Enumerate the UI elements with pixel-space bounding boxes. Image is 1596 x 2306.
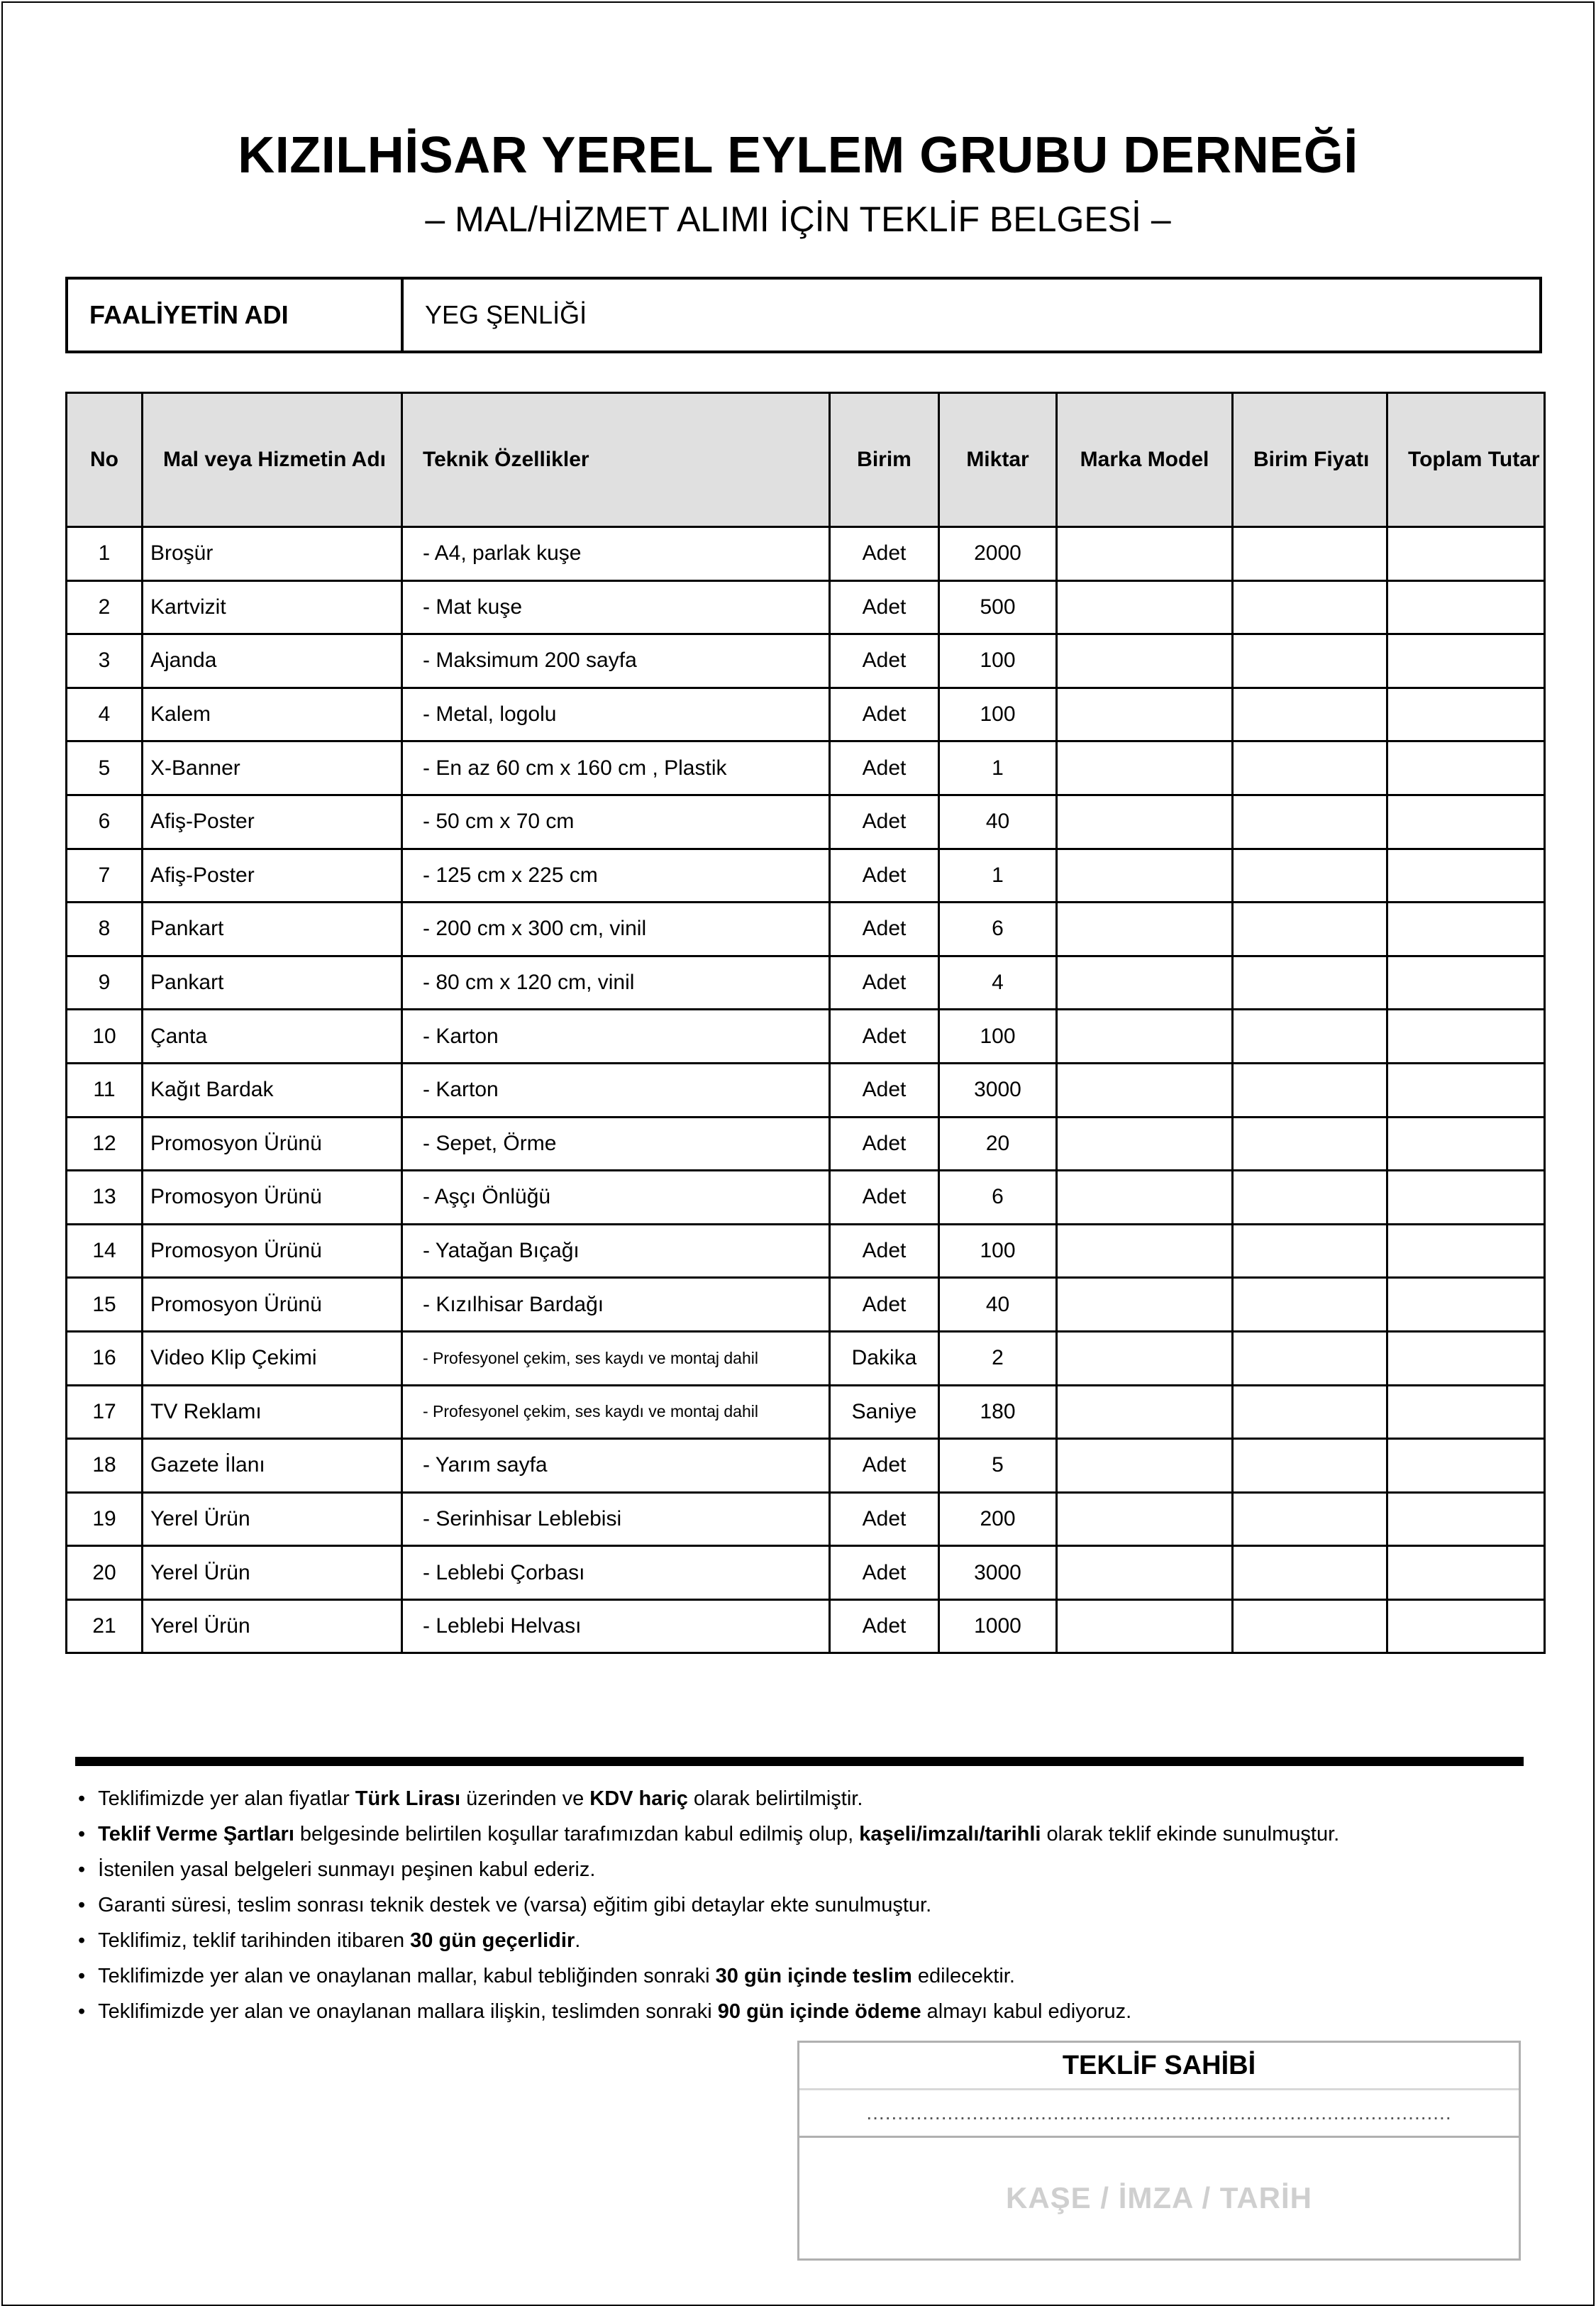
terms-item (78, 1923, 1532, 1958)
cell-unit-price[interactable] (1233, 1546, 1387, 1600)
terms-item (78, 1781, 1532, 1816)
cell-brand-model[interactable] (1057, 1546, 1233, 1600)
terms-text: Teklifimiz, teklif tarihinden itibaren (98, 1929, 411, 1952)
cell-unit-price[interactable] (1233, 1063, 1387, 1117)
cell-item-name: TV Reklamı (143, 1385, 402, 1439)
terms-text: . (575, 1929, 581, 1952)
cell-item-name: Pankart (143, 903, 402, 956)
cell-quantity: 100 (939, 1010, 1057, 1064)
col-header-total: Toplam Tutar (1387, 393, 1545, 527)
table-row (67, 634, 1545, 688)
table-row (67, 1492, 1545, 1546)
cell-brand-model[interactable] (1057, 1171, 1233, 1225)
col-header-unit: Birim (830, 393, 939, 527)
cell-brand-model[interactable] (1057, 688, 1233, 741)
terms-text: İstenilen yasal belgeleri sunmayı peşinen kabul ederiz. (98, 1858, 596, 1881)
cell-spec: - Metal, logolu (402, 688, 830, 741)
cell-brand-model[interactable] (1057, 1599, 1233, 1653)
col-header-name: Mal veya Hizmetin Adı (143, 393, 402, 527)
cell-total[interactable] (1387, 580, 1545, 634)
document-subtitle: – MAL/HİZMET ALIMI İÇİN TEKLİF BELGESİ – (425, 199, 1171, 239)
terms-item (78, 1887, 1532, 1923)
cell-unit-price[interactable] (1233, 1117, 1387, 1171)
cell-item-name: Yerel Ürün (143, 1599, 402, 1653)
terms-bold-text: Türk Lirası (355, 1787, 461, 1810)
table-row (67, 527, 1545, 581)
signature-dotted-line: .............................................................................................. (799, 2090, 1519, 2138)
cell-unit-price[interactable] (1233, 1278, 1387, 1332)
terms-text: Teklifimizde yer alan ve onaylanan mallar, kabul tebliğinden sonraki (98, 1965, 716, 1987)
cell-unit: Adet (830, 1278, 939, 1332)
cell-quantity: 180 (939, 1385, 1057, 1439)
cell-quantity: 100 (939, 688, 1057, 741)
cell-brand-model[interactable] (1057, 849, 1233, 903)
cell-no: 7 (67, 849, 143, 903)
cell-no: 4 (67, 688, 143, 741)
cell-brand-model[interactable] (1057, 1331, 1233, 1385)
cell-unit-price[interactable] (1233, 1599, 1387, 1653)
col-header-unit-price: Birim Fiyatı (1233, 393, 1387, 527)
cell-no: 6 (67, 795, 143, 849)
cell-unit: Adet (830, 688, 939, 741)
terms-list (78, 1781, 1532, 2029)
cell-quantity: 1000 (939, 1599, 1057, 1653)
cell-no: 5 (67, 741, 143, 795)
terms-item (78, 1958, 1532, 1994)
table-row (67, 1599, 1545, 1653)
cell-spec: - Sepet, Örme (402, 1117, 830, 1171)
cell-total[interactable] (1387, 795, 1545, 849)
cell-total[interactable] (1387, 1224, 1545, 1278)
cell-unit: Adet (830, 795, 939, 849)
table-row (67, 580, 1545, 634)
cell-unit: Adet (830, 1439, 939, 1493)
cell-no: 19 (67, 1492, 143, 1546)
terms-text: Teklifimizde yer alan ve onaylanan mallara ilişkin, teslimden sonraki (98, 2000, 718, 2023)
cell-unit-price[interactable] (1233, 688, 1387, 741)
cell-total[interactable] (1387, 527, 1545, 581)
cell-item-name: Kartvizit (143, 580, 402, 634)
cell-spec: - Yatağan Bıçağı (402, 1224, 830, 1278)
cell-no: 11 (67, 1063, 143, 1117)
cell-unit-price[interactable] (1233, 1385, 1387, 1439)
cell-brand-model[interactable] (1057, 1224, 1233, 1278)
cell-no: 12 (67, 1117, 143, 1171)
cell-total[interactable] (1387, 849, 1545, 903)
cell-spec: - En az 60 cm x 160 cm , Plastik (402, 741, 830, 795)
cell-quantity: 200 (939, 1492, 1057, 1546)
table-row (67, 1439, 1545, 1493)
cell-unit: Saniye (830, 1385, 939, 1439)
table-row (67, 1278, 1545, 1332)
cell-item-name: Afiş-Poster (143, 795, 402, 849)
cell-spec: - Leblebi Çorbası (402, 1546, 830, 1600)
cell-total[interactable] (1387, 1439, 1545, 1493)
cell-brand-model[interactable] (1057, 903, 1233, 956)
signature-box (797, 2041, 1521, 2261)
table-row (67, 1331, 1545, 1385)
cell-brand-model[interactable] (1057, 634, 1233, 688)
terms-text: Teklifimizde yer alan fiyatlar (98, 1787, 355, 1810)
cell-total[interactable] (1387, 741, 1545, 795)
cell-spec: - Aşçı Önlüğü (402, 1171, 830, 1225)
cell-no: 20 (67, 1546, 143, 1600)
table-row (67, 1546, 1545, 1600)
cell-unit-price[interactable] (1233, 1010, 1387, 1064)
cell-spec: - Karton (402, 1063, 830, 1117)
cell-no: 2 (67, 580, 143, 634)
cell-spec: - Maksimum 200 sayfa (402, 634, 830, 688)
terms-text: belgesinde belirtilen koşullar tarafımızdan kabul edilmiş olup, (294, 1823, 860, 1846)
cell-quantity: 100 (939, 1224, 1057, 1278)
cell-total[interactable] (1387, 1117, 1545, 1171)
cell-brand-model[interactable] (1057, 1492, 1233, 1546)
cell-unit: Adet (830, 634, 939, 688)
cell-quantity: 5 (939, 1439, 1057, 1493)
cell-unit-price[interactable] (1233, 1492, 1387, 1546)
cell-item-name: Gazete İlanı (143, 1439, 402, 1493)
table-row (67, 741, 1545, 795)
cell-quantity: 4 (939, 956, 1057, 1010)
cell-spec: - 50 cm x 70 cm (402, 795, 830, 849)
cell-total[interactable] (1387, 1546, 1545, 1600)
terms-text: olarak belirtilmiştir. (687, 1787, 863, 1810)
cell-unit-price[interactable] (1233, 741, 1387, 795)
cell-unit-price[interactable] (1233, 1439, 1387, 1493)
cell-spec: - Leblebi Helvası (402, 1599, 830, 1653)
terms-item (78, 1852, 1532, 1887)
cell-spec: - A4, parlak kuşe (402, 527, 830, 581)
cell-spec: - Kızılhisar Bardağı (402, 1278, 830, 1332)
cell-unit: Dakika (830, 1331, 939, 1385)
table-row (67, 849, 1545, 903)
cell-item-name: Promosyon Ürünü (143, 1117, 402, 1171)
cell-unit: Adet (830, 741, 939, 795)
table-header-row (67, 393, 1545, 527)
cell-unit-price[interactable] (1233, 956, 1387, 1010)
terms-text: almayı kabul ediyoruz. (921, 2000, 1132, 2023)
terms-item (78, 1994, 1532, 2029)
cell-spec: - 125 cm x 225 cm (402, 849, 830, 903)
cell-total[interactable] (1387, 1063, 1545, 1117)
cell-unit: Adet (830, 1117, 939, 1171)
table-row (67, 1117, 1545, 1171)
cell-total[interactable] (1387, 1599, 1545, 1653)
activity-label: FAALİYETİN ADI (68, 280, 404, 351)
cell-unit-price[interactable] (1233, 1224, 1387, 1278)
cell-no: 8 (67, 903, 143, 956)
cell-no: 18 (67, 1439, 143, 1493)
cell-quantity: 40 (939, 795, 1057, 849)
cell-unit-price[interactable] (1233, 1331, 1387, 1385)
cell-unit: Adet (830, 580, 939, 634)
table-row (67, 795, 1545, 849)
cell-item-name: Pankart (143, 956, 402, 1010)
cell-quantity: 6 (939, 1171, 1057, 1225)
cell-no: 16 (67, 1331, 143, 1385)
col-header-qty: Miktar (939, 393, 1057, 527)
cell-unit: Adet (830, 903, 939, 956)
table-row (67, 1224, 1545, 1278)
section-divider (75, 1757, 1524, 1766)
cell-no: 15 (67, 1278, 143, 1332)
terms-item (78, 1816, 1532, 1852)
cell-unit: Adet (830, 1010, 939, 1064)
cell-unit-price[interactable] (1233, 580, 1387, 634)
cell-total[interactable] (1387, 1010, 1545, 1064)
table-row (67, 956, 1545, 1010)
cell-no: 9 (67, 956, 143, 1010)
offer-owner-label: TEKLİF SAHİBİ (799, 2043, 1519, 2090)
cell-spec: - Profesyonel çekim, ses kaydı ve montaj dahil (402, 1385, 830, 1439)
cell-brand-model[interactable] (1057, 1385, 1233, 1439)
cell-unit: Adet (830, 1063, 939, 1117)
cell-quantity: 6 (939, 903, 1057, 956)
terms-bold-text: 30 gün geçerlidir (410, 1929, 575, 1952)
cell-no: 14 (67, 1224, 143, 1278)
cell-unit: Adet (830, 1224, 939, 1278)
cell-item-name: Kalem (143, 688, 402, 741)
cell-no: 10 (67, 1010, 143, 1064)
cell-total[interactable] (1387, 1331, 1545, 1385)
cell-total[interactable] (1387, 1492, 1545, 1546)
cell-total[interactable] (1387, 1278, 1545, 1332)
cell-spec: - Serinhisar Leblebisi (402, 1492, 830, 1546)
cell-item-name: Yerel Ürün (143, 1492, 402, 1546)
cell-quantity: 3000 (939, 1063, 1057, 1117)
cell-quantity: 2000 (939, 527, 1057, 581)
cell-total[interactable] (1387, 688, 1545, 741)
table-row (67, 688, 1545, 741)
table-row (67, 1010, 1545, 1064)
cell-spec: - Yarım sayfa (402, 1439, 830, 1493)
cell-no: 1 (67, 527, 143, 581)
cell-brand-model[interactable] (1057, 741, 1233, 795)
terms-bold-text: KDV hariç (589, 1787, 688, 1810)
cell-brand-model[interactable] (1057, 795, 1233, 849)
cell-spec: - 200 cm x 300 cm, vinil (402, 903, 830, 956)
stamp-signature-date-placeholder: KAŞE / İMZA / TARİH (1006, 2181, 1312, 2214)
cell-unit-price[interactable] (1233, 634, 1387, 688)
activity-box (65, 277, 1542, 353)
cell-total[interactable] (1387, 1171, 1545, 1225)
cell-unit: Adet (830, 527, 939, 581)
cell-no: 21 (67, 1599, 143, 1653)
cell-item-name: Ajanda (143, 634, 402, 688)
cell-no: 3 (67, 634, 143, 688)
table-row (67, 1063, 1545, 1117)
cell-item-name: Promosyon Ürünü (143, 1171, 402, 1225)
cell-brand-model[interactable] (1057, 1278, 1233, 1332)
activity-value: YEG ŞENLİĞİ (425, 300, 587, 329)
cell-unit-price[interactable] (1233, 527, 1387, 581)
table-row (67, 1171, 1545, 1225)
cell-brand-model[interactable] (1057, 527, 1233, 581)
cell-spec: - Profesyonel çekim, ses kaydı ve montaj dahil (402, 1331, 830, 1385)
terms-bold-text: 30 gün içinde teslim (715, 1965, 912, 1987)
cell-item-name: Çanta (143, 1010, 402, 1064)
cell-unit: Adet (830, 1492, 939, 1546)
cell-item-name: Kağıt Bardak (143, 1063, 402, 1117)
cell-total[interactable] (1387, 903, 1545, 956)
terms-text: edilecektir. (911, 1965, 1015, 1987)
cell-quantity: 2 (939, 1331, 1057, 1385)
cell-unit-price[interactable] (1233, 903, 1387, 956)
cell-unit-price[interactable] (1233, 1171, 1387, 1225)
cell-quantity: 1 (939, 849, 1057, 903)
cell-quantity: 3000 (939, 1546, 1057, 1600)
cell-quantity: 1 (939, 741, 1057, 795)
cell-item-name: Video Klip Çekimi (143, 1331, 402, 1385)
cell-unit: Adet (830, 1599, 939, 1653)
cell-item-name: Broşür (143, 527, 402, 581)
cell-no: 17 (67, 1385, 143, 1439)
cell-unit: Adet (830, 956, 939, 1010)
table-row (67, 1385, 1545, 1439)
cell-spec: - 80 cm x 120 cm, vinil (402, 956, 830, 1010)
document-title: KIZILHİSAR YEREL EYLEM GRUBU DERNEĞİ (238, 127, 1358, 184)
cell-brand-model[interactable] (1057, 1439, 1233, 1493)
cell-item-name: Promosyon Ürünü (143, 1278, 402, 1332)
terms-text: Garanti süresi, teslim sonrası teknik destek ve (varsa) eğitim gibi detaylar ekte sunulmuştur. (98, 1894, 932, 1916)
cell-item-name: Promosyon Ürünü (143, 1224, 402, 1278)
cell-unit: Adet (830, 1546, 939, 1600)
table-row (67, 903, 1545, 956)
cell-item-name: X-Banner (143, 741, 402, 795)
cell-unit: Adet (830, 849, 939, 903)
terms-bold-text: kaşeli/imzalı/tarihli (859, 1823, 1041, 1846)
cell-total[interactable] (1387, 634, 1545, 688)
cell-quantity: 100 (939, 634, 1057, 688)
cell-brand-model[interactable] (1057, 1117, 1233, 1171)
cell-brand-model[interactable] (1057, 1010, 1233, 1064)
cell-quantity: 40 (939, 1278, 1057, 1332)
cell-quantity: 500 (939, 580, 1057, 634)
terms-text: üzerinden ve (460, 1787, 590, 1810)
cell-no: 13 (67, 1171, 143, 1225)
cell-spec: - Mat kuşe (402, 580, 830, 634)
cell-unit: Adet (830, 1171, 939, 1225)
terms-bold-text: Teklif Verme Şartları (98, 1823, 294, 1846)
cell-brand-model[interactable] (1057, 956, 1233, 1010)
col-header-brand-model: Marka Model (1057, 393, 1233, 527)
terms-text: olarak teklif ekinde sunulmuştur. (1041, 1823, 1340, 1846)
col-header-no: No (67, 393, 143, 527)
cell-quantity: 20 (939, 1117, 1057, 1171)
cell-total[interactable] (1387, 956, 1545, 1010)
cell-unit-price[interactable] (1233, 849, 1387, 903)
terms-bold-text: 90 gün içinde ödeme (717, 2000, 921, 2023)
cell-item-name: Afiş-Poster (143, 849, 402, 903)
col-header-spec: Teknik Özellikler (402, 393, 830, 527)
cell-brand-model[interactable] (1057, 1063, 1233, 1117)
cell-brand-model[interactable] (1057, 580, 1233, 634)
cell-unit-price[interactable] (1233, 795, 1387, 849)
offer-items-table (65, 392, 1546, 1654)
cell-total[interactable] (1387, 1385, 1545, 1439)
cell-item-name: Yerel Ürün (143, 1546, 402, 1600)
cell-spec: - Karton (402, 1010, 830, 1064)
